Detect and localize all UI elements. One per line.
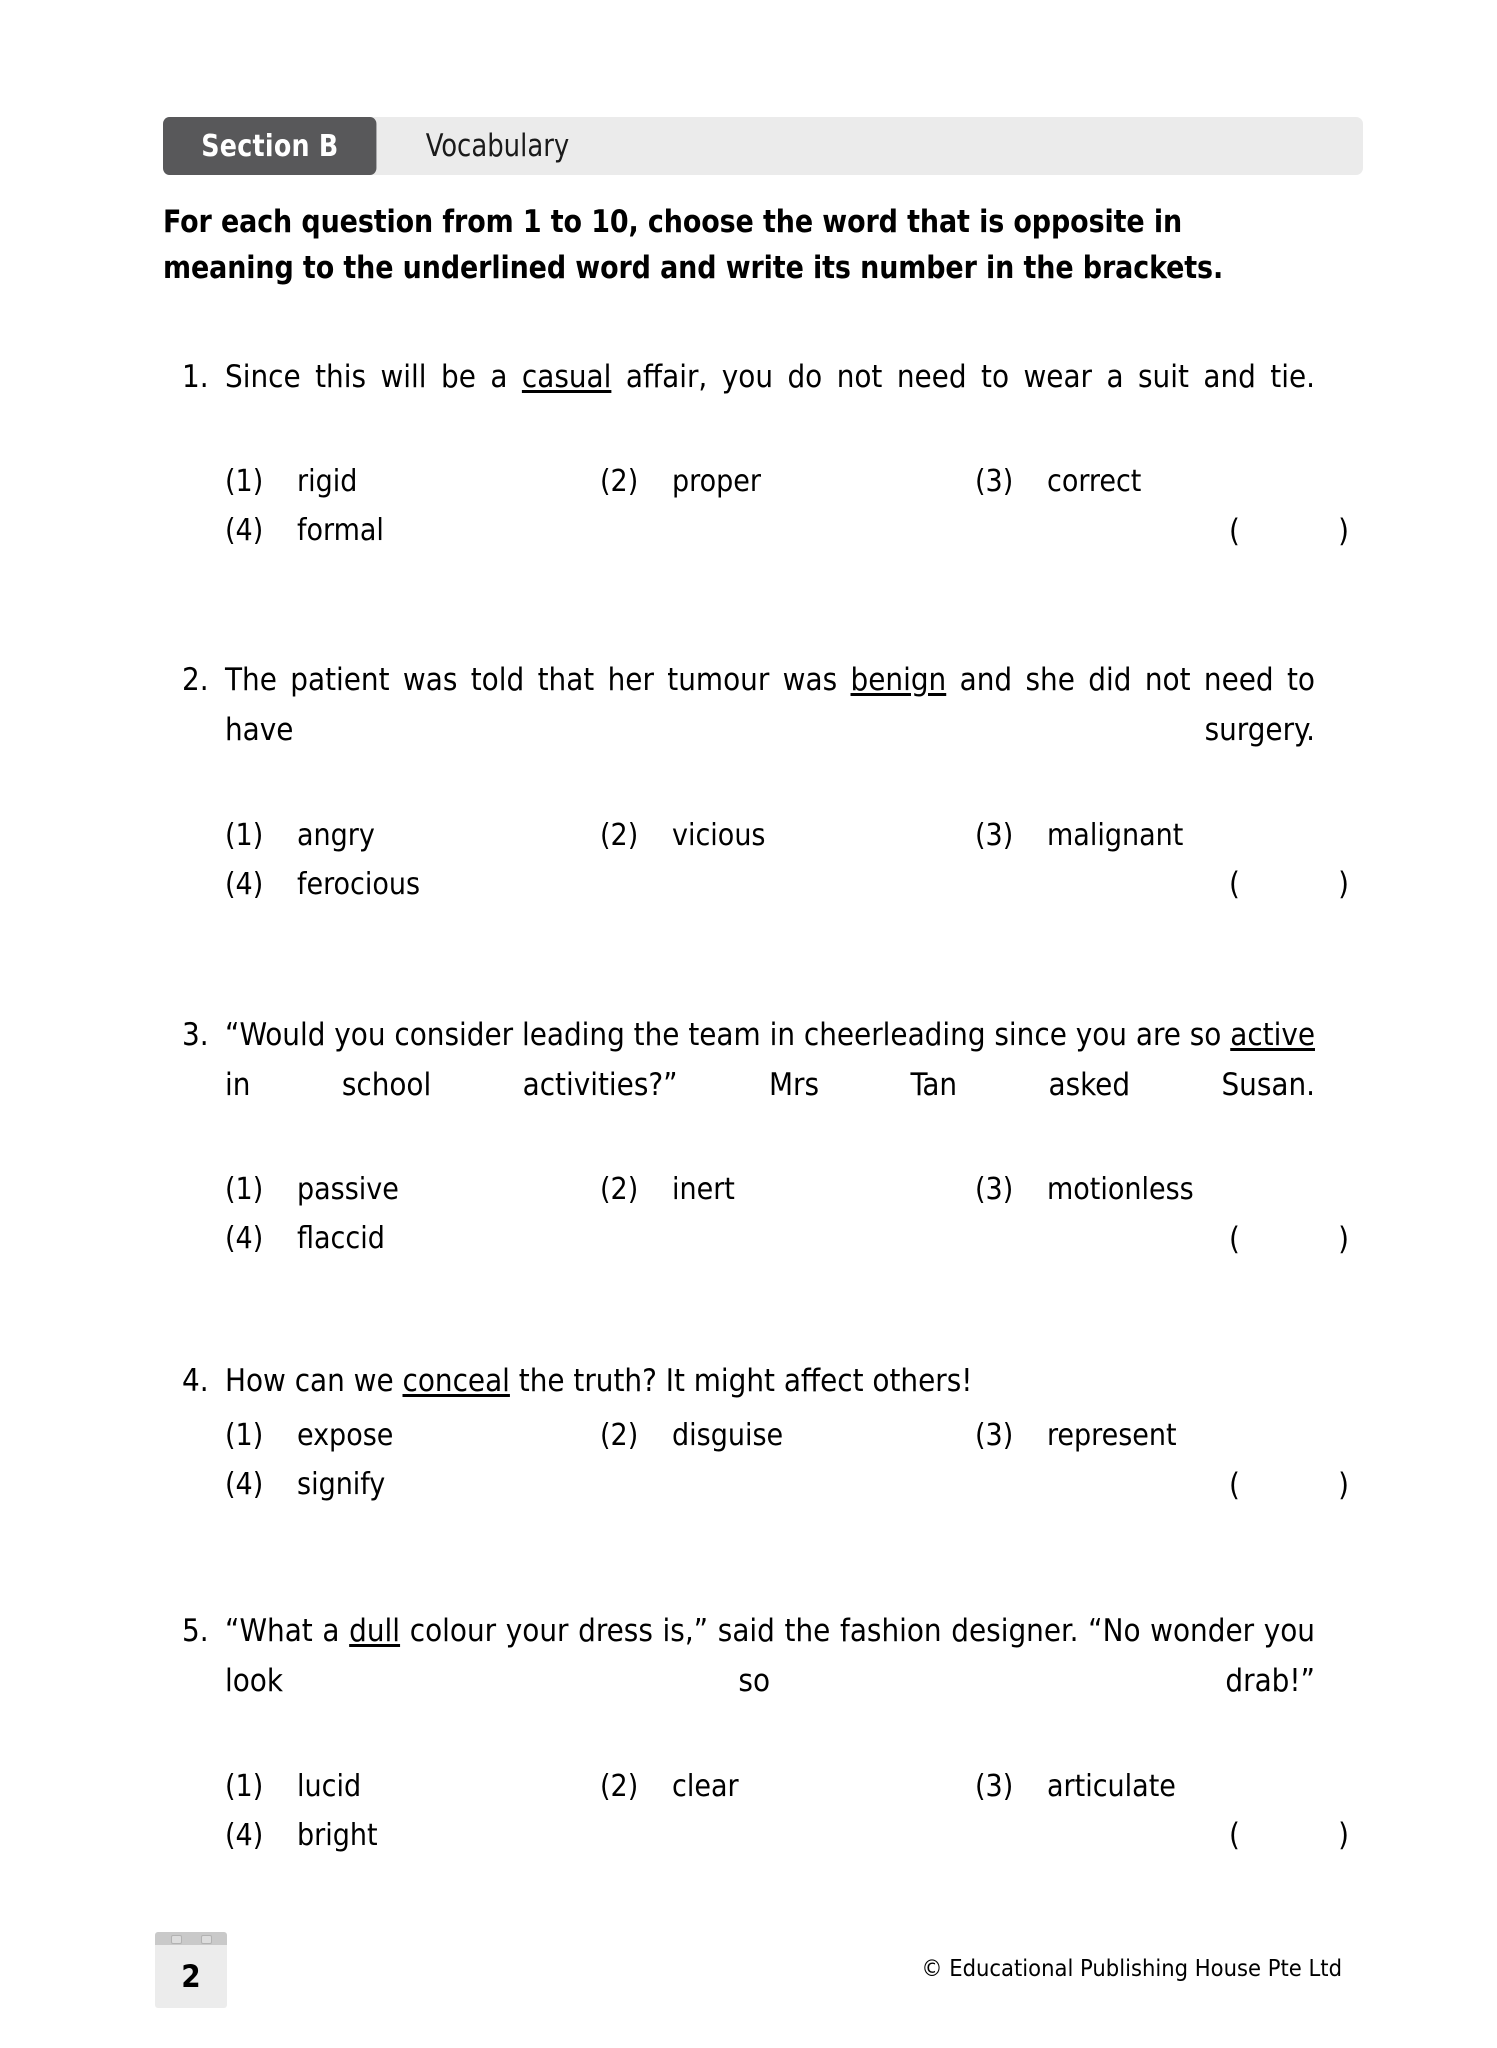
- question-number: 3.: [182, 1016, 209, 1053]
- stem-after: colour your dress is,” said the fashion designer. “No wonder you look so drab!”: [225, 1613, 1315, 1700]
- question-item: [163, 1356, 1363, 1510]
- stem-underlined-word: benign: [850, 662, 947, 699]
- stem-after: in school activities?” Mrs Tan asked Susan.: [225, 1066, 1315, 1103]
- binder-hole-icon: [201, 1935, 212, 1944]
- option-label: proper: [672, 464, 761, 500]
- option-label: rigid: [297, 464, 358, 500]
- question-spacer: [163, 1510, 1363, 1606]
- question-stem-row: [163, 1356, 1363, 1406]
- option-label: lucid: [297, 1768, 362, 1804]
- answer-bracket[interactable]: [1229, 1810, 1349, 1861]
- page-tab-body: [155, 1945, 227, 2008]
- bracket-open: (: [1229, 866, 1240, 903]
- stem-before: “Would you consider leading the team in cheerleading since you are so: [225, 1016, 1231, 1053]
- option-key: (2): [600, 1768, 639, 1804]
- option-key: (2): [600, 1418, 639, 1454]
- option-4[interactable]: [225, 507, 600, 556]
- option-label: passive: [297, 1172, 399, 1208]
- option-label: clear: [672, 1768, 739, 1804]
- question-spacer: [163, 1264, 1363, 1356]
- option-4[interactable]: [225, 861, 600, 910]
- option-2[interactable]: [600, 812, 975, 861]
- option-4[interactable]: [225, 1461, 600, 1510]
- stem-before: “What a: [225, 1613, 350, 1650]
- copyright-notice: © Educational Publishing House Pte Ltd: [921, 1954, 1342, 1982]
- question-number: 2.: [182, 662, 209, 699]
- option-3[interactable]: [975, 1412, 1350, 1461]
- question-number: 5.: [182, 1613, 209, 1650]
- option-1[interactable]: [225, 1763, 600, 1812]
- option-1[interactable]: [225, 812, 600, 861]
- question-spacer: [163, 910, 1363, 1010]
- answer-bracket[interactable]: [1229, 1214, 1349, 1265]
- section-tag-label: Section B: [201, 128, 339, 164]
- question-options: [163, 812, 1363, 910]
- question-stem-row: [163, 352, 1363, 452]
- option-key: (4): [225, 1221, 264, 1257]
- option-3[interactable]: [975, 458, 1350, 507]
- stem-underlined-word: conceal: [402, 1363, 510, 1400]
- option-key: (3): [975, 1172, 1014, 1208]
- answer-bracket[interactable]: [1229, 1460, 1349, 1511]
- stem-after: and she did not need to have surgery.: [225, 662, 1315, 749]
- option-key: (3): [975, 1418, 1014, 1454]
- question-item: [163, 1010, 1363, 1264]
- question-spacer: [163, 556, 1363, 655]
- stem-underlined-word: casual: [521, 359, 612, 395]
- option-key: (1): [225, 817, 264, 853]
- option-key: (1): [225, 1418, 264, 1454]
- question-item: [163, 352, 1363, 556]
- question-options: [163, 1412, 1363, 1510]
- option-label: represent: [1047, 1418, 1177, 1454]
- bracket-close: ): [1338, 1220, 1349, 1257]
- bracket-close: ): [1338, 512, 1349, 549]
- option-label: signify: [297, 1467, 386, 1503]
- option-2[interactable]: [600, 1166, 975, 1215]
- question-number: 4.: [182, 1363, 209, 1400]
- answer-bracket[interactable]: [1229, 859, 1349, 910]
- option-2[interactable]: [600, 1412, 975, 1461]
- option-label: articulate: [1047, 1768, 1176, 1804]
- bracket-close: ): [1338, 1817, 1349, 1854]
- question-options: [163, 1763, 1363, 1861]
- option-label: disguise: [672, 1418, 784, 1454]
- question-stem: [225, 1010, 1315, 1161]
- bracket-open: (: [1229, 1466, 1240, 1503]
- option-key: (3): [975, 1768, 1014, 1804]
- option-key: (4): [225, 1467, 264, 1503]
- option-1[interactable]: [225, 1166, 600, 1215]
- stem-before: The patient was told that her tumour was: [225, 662, 851, 699]
- option-2[interactable]: [600, 458, 975, 507]
- bracket-close: ): [1338, 866, 1349, 903]
- option-key: (3): [975, 464, 1014, 500]
- bracket-close: ): [1338, 1466, 1349, 1503]
- option-3[interactable]: [975, 812, 1350, 861]
- option-1[interactable]: [225, 1412, 600, 1461]
- stem-before: Since this will be a: [225, 359, 522, 395]
- option-3[interactable]: [975, 1166, 1350, 1215]
- option-label: inert: [672, 1172, 735, 1208]
- answer-bracket[interactable]: [1229, 506, 1349, 557]
- option-label: malignant: [1047, 817, 1184, 853]
- question-options: [163, 458, 1363, 556]
- option-key: (1): [225, 1172, 264, 1208]
- option-label: motionless: [1047, 1172, 1194, 1208]
- section-tag: [163, 117, 376, 175]
- option-label: flaccid: [297, 1221, 385, 1257]
- page-number: 2: [181, 1958, 201, 1995]
- option-label: correct: [1047, 464, 1142, 500]
- option-key: (1): [225, 464, 264, 500]
- page-tab: [155, 1932, 227, 2008]
- question-item: [163, 655, 1363, 909]
- stem-after: affair, you do not need to wear a suit and tie.: [611, 359, 1316, 395]
- stem-underlined-word: active: [1230, 1016, 1315, 1053]
- instructions-text: For each question from 1 to 10, choose the word that is opposite in meaning to the underlined word and write its number in the brackets.: [163, 204, 1224, 286]
- question-stem: [225, 1356, 1315, 1406]
- option-key: (3): [975, 817, 1014, 853]
- question-options: [163, 1166, 1363, 1264]
- stem-after: the truth? It might affect others!: [509, 1363, 973, 1400]
- option-key: (2): [600, 464, 639, 500]
- option-4[interactable]: [225, 1812, 600, 1861]
- option-4[interactable]: [225, 1215, 600, 1264]
- question-stem: [225, 655, 1315, 806]
- option-label: bright: [297, 1817, 378, 1853]
- option-label: ferocious: [297, 866, 421, 902]
- option-3[interactable]: [975, 1763, 1350, 1812]
- option-label: formal: [297, 513, 384, 549]
- option-label: expose: [297, 1418, 394, 1454]
- option-key: (2): [600, 817, 639, 853]
- bracket-open: (: [1229, 1220, 1240, 1257]
- option-2[interactable]: [600, 1763, 975, 1812]
- option-key: (4): [225, 1817, 264, 1853]
- question-stem-row: [163, 655, 1363, 806]
- option-key: (1): [225, 1768, 264, 1804]
- section-title: Vocabulary: [425, 128, 570, 164]
- question-stem-row: [163, 1606, 1363, 1757]
- option-label: vicious: [672, 817, 766, 853]
- questions-list: [163, 352, 1363, 1861]
- option-key: (2): [600, 1172, 639, 1208]
- option-1[interactable]: [225, 458, 600, 507]
- question-stem-row: [163, 1010, 1363, 1161]
- question-stem: [225, 1606, 1315, 1757]
- stem-before: How can we: [225, 1363, 403, 1400]
- section-header-bar: [163, 117, 1363, 175]
- question-stem: [225, 352, 1315, 452]
- page-tab-top: [155, 1932, 227, 1945]
- option-key: (4): [225, 866, 264, 902]
- question-item: [163, 1606, 1363, 1860]
- bracket-open: (: [1229, 512, 1240, 549]
- bracket-open: (: [1229, 1817, 1240, 1854]
- question-number: 1.: [182, 359, 209, 395]
- binder-hole-icon: [171, 1935, 182, 1944]
- option-label: angry: [297, 817, 375, 853]
- stem-underlined-word: dull: [349, 1613, 401, 1650]
- option-key: (4): [225, 513, 264, 549]
